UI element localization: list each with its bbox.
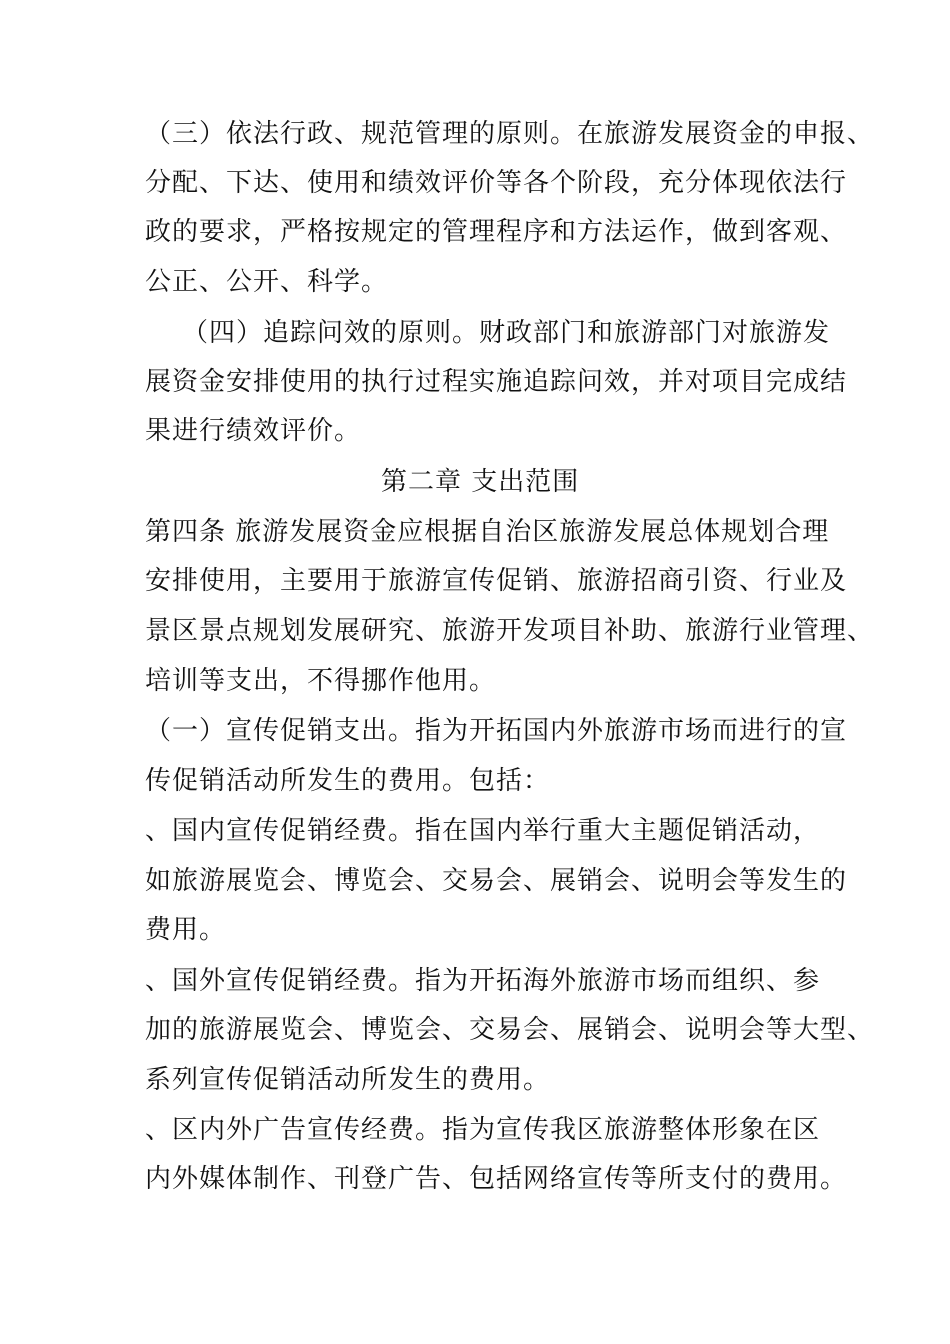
subitem-advertising-line-1: 、区内外广告宣传经费。指为宣传我区旅游整体形象在区 — [145, 1115, 821, 1145]
subitem-domestic-line-2: 如旅游展览会、博览会、交易会、展销会、说明会等发生的 — [145, 866, 848, 896]
subitem-domestic-line-3: 费用。 — [145, 915, 227, 945]
article-4-line-3: 景区景点规划发展研究、旅游开发项目补助、旅游行业管理、 — [145, 616, 875, 646]
para-principle-3-line-1: （三）依法行政、规范管理的原则。在旅游发展资金的申报、 — [145, 119, 875, 149]
subitem-overseas-line-1: 、国外宣传促销经费。指为开拓海外旅游市场而组织、参 — [145, 966, 821, 996]
item-1-line-1: （一）宣传促销支出。指为开拓国内外旅游市场而进行的宣 — [145, 716, 848, 746]
para-principle-3-line-3: 政的要求，严格按规定的管理程序和方法运作，做到客观、 — [145, 217, 848, 247]
subitem-overseas-line-3: 系列宣传促销活动所发生的费用。 — [145, 1065, 551, 1095]
subitem-domestic-line-1: 、国内宣传促销经费。指在国内举行重大主题促销活动， — [145, 816, 821, 846]
subitem-advertising-line-2: 内外媒体制作、刊登广告、包括网络宣传等所支付的费用。 — [145, 1164, 848, 1194]
article-4-line-4: 培训等支出，不得挪作他用。 — [145, 666, 497, 696]
item-1-line-2: 传促销活动所发生的费用。包括： — [145, 766, 551, 796]
para-principle-3-line-2: 分配、下达、使用和绩效评价等各个阶段，充分体现依法行 — [145, 168, 848, 198]
para-principle-4-line-3: 果进行绩效评价。 — [145, 416, 362, 446]
para-principle-3-line-4: 公正、公开、科学。 — [145, 267, 389, 297]
chapter-heading: 第二章 支出范围 — [381, 467, 580, 497]
article-4-line-2: 安排使用，主要用于旅游宣传促销、旅游招商引资、行业及 — [145, 566, 848, 596]
subitem-overseas-line-2: 加的旅游展览会、博览会、交易会、展销会、说明会等大型、 — [145, 1015, 875, 1045]
article-4-line-1: 第四条 旅游发展资金应根据自治区旅游发展总体规划合理 — [145, 517, 830, 547]
para-principle-4-line-1: （四）追踪问效的原则。财政部门和旅游部门对旅游发 — [182, 318, 831, 348]
para-principle-4-line-2: 展资金安排使用的执行过程实施追踪问效，并对项目完成结 — [145, 367, 848, 397]
